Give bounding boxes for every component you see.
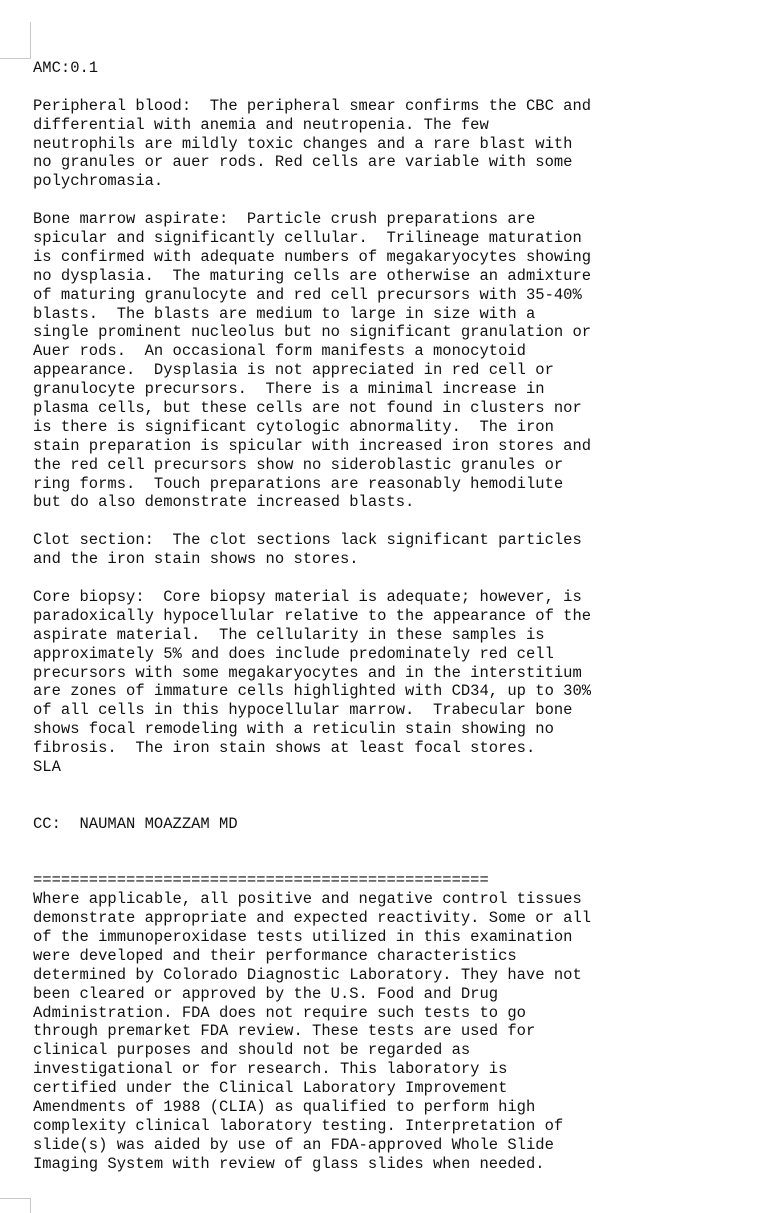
report-line: AMC:0.1 [33, 59, 99, 77]
report-line [33, 569, 753, 588]
report-line: aspirate material. The cellularity in these samples is [33, 625, 545, 644]
report-line: investigational or for research. This laboratory is [33, 1060, 508, 1079]
report-line: granulocyte precursors. There is a minimal increase in [33, 380, 545, 399]
report-line: Imaging System with review of glass slides when needed. [33, 1154, 545, 1173]
report-line [33, 78, 753, 97]
report-line: approximately 5% and does include predominately red cell [33, 644, 554, 663]
report-line: CC: NAUMAN MOAZZAM MD [33, 814, 238, 833]
report-line: no dysplasia. The maturing cells are otherwise an admixture [33, 266, 592, 285]
report-line: slide(s) was aided by use of an FDA-approved Whole Slide [33, 1135, 554, 1154]
page-corner-mark-top [0, 22, 31, 59]
page-corner-mark-bottom [0, 1198, 31, 1213]
report-line: demonstrate appropriate and expected reactivity. Some or all [33, 909, 592, 928]
report-line: Peripheral blood: The peripheral smear confirms the CBC and [33, 96, 592, 115]
report-line: is confirmed with adequate numbers of megakaryocytes showing [33, 247, 592, 266]
report-line: blasts. The blasts are medium to large in size with a [33, 304, 536, 323]
report-line: shows focal remodeling with a reticulin stain showing no [33, 720, 554, 739]
report-line: single prominent nucleolus but no significant granulation or [33, 323, 592, 342]
report-line: been cleared or approved by the U.S. Food and Drug [33, 984, 499, 1003]
report-line [33, 777, 753, 796]
report-line: are zones of immature cells highlighted with CD34, up to 30% [33, 682, 592, 701]
report-line: Amendments of 1988 (CLIA) as qualified to perform high [33, 1097, 536, 1116]
report-line: through premarket FDA review. These tests are used for [33, 1022, 536, 1041]
report-line: of the immunoperoxidase tests utilized in this examination [33, 927, 573, 946]
report-line [33, 191, 753, 210]
report-line: and the iron stain shows no stores. [33, 550, 359, 569]
report-line: determined by Colorado Diagnostic Laboratory. They have not [33, 965, 582, 984]
report-line: spicular and significantly cellular. Trilineage maturation [33, 229, 582, 248]
report-line: polychromasia. [33, 172, 164, 191]
report-line: no granules or auer rods. Red cells are variable with some [33, 153, 573, 172]
report-line [33, 852, 753, 871]
report-line: Core biopsy: Core biopsy material is adequate; however, is [33, 587, 582, 606]
report-line: complexity clinical laboratory testing. Interpretation of [33, 1116, 564, 1135]
report-line: neutrophils are mildly toxic changes and a rare blast with [33, 134, 573, 153]
report-line: fibrosis. The iron stain shows at least focal stores. [33, 739, 536, 758]
report-line: Administration. FDA does not require such tests to go [33, 1003, 526, 1022]
report-line: is there is significant cytologic abnormality. The iron [33, 417, 554, 436]
report-text-body [33, 59, 753, 1174]
report-line: Bone marrow aspirate: Particle crush preparations are [33, 210, 536, 229]
report-line: but do also demonstrate increased blasts. [33, 493, 415, 512]
report-line: the red cell precursors show no sideroblastic granules or [33, 455, 564, 474]
report-line: SLA [33, 757, 61, 776]
report-line: Where applicable, all positive and negative control tissues [33, 890, 582, 909]
report-line: ================================================= [33, 871, 489, 890]
report-line: stain preparation is spicular with increased iron stores and [33, 436, 592, 455]
report-line: of maturing granulocyte and red cell precursors with 35-40% [33, 285, 582, 304]
report-line: paradoxically hypocellular relative to the appearance of the [33, 606, 592, 625]
report-line: differential with anemia and neutropenia. The few [33, 115, 489, 134]
report-line: clinical purposes and should not be regarded as [33, 1041, 471, 1060]
report-line: plasma cells, but these cells are not found in clusters nor [33, 399, 582, 418]
report-line [33, 796, 753, 815]
report-line: of all cells in this hypocellular marrow. Trabecular bone [33, 701, 573, 720]
report-line [33, 512, 753, 531]
report-line: precursors with some megakaryocytes and in the interstitium [33, 663, 582, 682]
report-line: appearance. Dysplasia is not appreciated in red cell or [33, 361, 554, 380]
report-line: Clot section: The clot sections lack significant particles [33, 531, 582, 550]
report-line: certified under the Clinical Laboratory Improvement [33, 1079, 508, 1098]
report-line: were developed and their performance characteristics [33, 946, 517, 965]
report-line: ring forms. Touch preparations are reasonably hemodilute [33, 474, 564, 493]
report-line [33, 834, 753, 853]
report-line: Auer rods. An occasional form manifests a monocytoid [33, 342, 526, 361]
